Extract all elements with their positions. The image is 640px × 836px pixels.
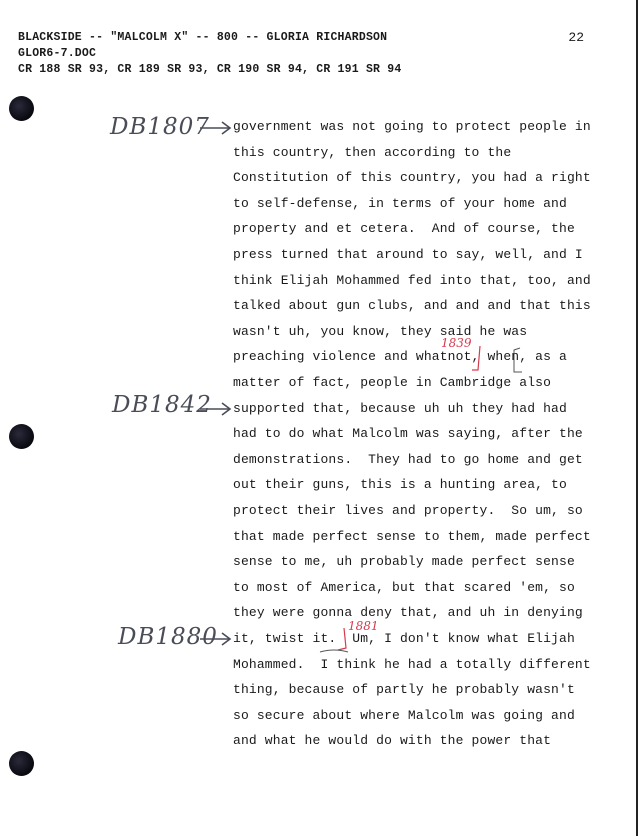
arrow-icon (198, 400, 234, 418)
binder-hole-bottom (9, 751, 34, 776)
text-line: Constitution of this country, you had a right (233, 170, 591, 185)
red-edit-number-1: 1839 (441, 336, 472, 350)
header-roll-info: CR 188 SR 93, CR 189 SR 93, CR 190 SR 94, CR 191 SR 94 (18, 63, 402, 76)
text-line: to most of America, but that scared 'em, so (233, 580, 575, 595)
page-number: 22 (568, 30, 584, 45)
handwritten-marker-2: DB1842 (112, 392, 212, 418)
text-line: wasn't uh, you know, they said he was (233, 324, 528, 339)
text-line: out their guns, this is a hunting area, to (233, 477, 567, 492)
text-line: press turned that around to say, well, and I (233, 247, 583, 262)
text-line: it, twist it. Um, I don't know what Elijah (233, 631, 575, 646)
header-title: BLACKSIDE -- "MALCOLM X" -- 800 -- GLORIA RICHARDSON (18, 31, 388, 44)
text-line: supported that, because uh uh they had had (233, 401, 567, 416)
text-line: Mohammed. I think he had a totally different (233, 657, 591, 672)
red-edit-number-2: 1881 (348, 619, 379, 633)
text-line: property and et cetera. And of course, the (233, 221, 575, 236)
text-line: protect their lives and property. So um, so (233, 503, 583, 518)
arrow-icon (198, 630, 234, 648)
page-edge (636, 0, 638, 836)
text-line: to self-defense, in terms of your home and (233, 196, 567, 211)
text-line: government was not going to protect people in (233, 119, 591, 134)
text-line: demonstrations. They had to go home and get (233, 452, 583, 467)
text-line: that made perfect sense to them, made perfect (233, 529, 591, 544)
text-line: think Elijah Mohammed fed into that, too, and (233, 273, 591, 288)
binder-hole-top (9, 96, 34, 121)
text-line: had to do what Malcolm was saying, after the (233, 426, 583, 441)
handwritten-marker-1: DB1807 (110, 114, 210, 140)
text-line: this country, then according to the (233, 145, 512, 160)
text-line: talked about gun clubs, and and and that this (233, 298, 591, 313)
text-line: thing, because of partly he probably wasn't (233, 682, 575, 697)
text-line: matter of fact, people in Cambridge also (233, 375, 552, 390)
text-line: sense to me, uh probably made perfect sense (233, 554, 575, 569)
binder-hole-middle (9, 424, 34, 449)
text-line: so secure about where Malcolm was going and (233, 708, 575, 723)
text-line: and what he would do with the power that (233, 733, 552, 748)
handwritten-marker-3: DB1880 (118, 624, 218, 650)
header-filename: GLOR6-7.DOC (18, 47, 97, 60)
arrow-icon (198, 118, 234, 136)
text-line: preaching violence and whatnot, when, as a (233, 349, 567, 364)
text-line: they were gonna deny that, and uh in denying (233, 605, 583, 620)
